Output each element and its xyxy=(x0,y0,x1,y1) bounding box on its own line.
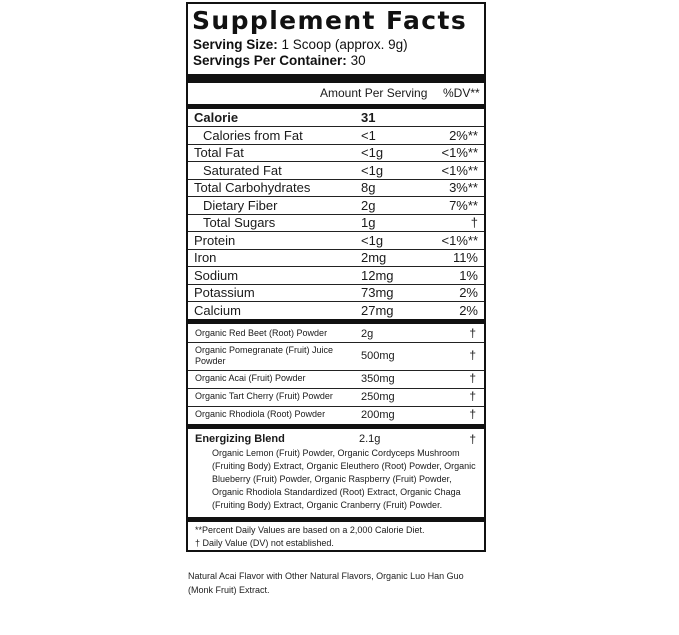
section-divider xyxy=(188,319,484,324)
nutrient-dv: 1% xyxy=(459,267,478,283)
ingredient-dv: † xyxy=(469,371,476,385)
nutrient-amount: 27mg xyxy=(361,302,394,318)
ingredient-amount: 250mg xyxy=(361,391,395,403)
nutrient-dv: <1%** xyxy=(441,145,478,160)
nutrient-amount: 31 xyxy=(361,110,376,125)
ingredient-name: Organic Tart Cherry (Fruit) Powder xyxy=(195,391,333,401)
ingredient-dv: † xyxy=(469,407,476,421)
nutrient-dv: 2% xyxy=(459,285,478,300)
nutrient-dv: 11% xyxy=(452,250,478,265)
servings-per-container-label: Servings Per Container: xyxy=(193,53,347,68)
nutrient-dv: 3%** xyxy=(449,180,478,195)
ingredient-row xyxy=(188,406,484,424)
serving-size-label: Serving Size: xyxy=(193,37,278,52)
ingredient-dv: † xyxy=(469,348,476,362)
blend-name: Energizing Blend xyxy=(195,433,285,445)
ingredient-name: Organic Red Beet (Root) Powder xyxy=(195,328,328,338)
nutrient-amount: <1g xyxy=(361,232,384,248)
ingredient-name: Organic Acai (Fruit) Powder xyxy=(195,373,306,383)
nutrient-amount: <1g xyxy=(361,162,384,178)
label-title: Supplement Facts xyxy=(192,6,468,35)
ingredient-amount: 500mg xyxy=(361,350,395,362)
nutrient-name: Total Sugars xyxy=(203,215,276,230)
ingredient-row xyxy=(188,342,484,371)
ingredient-row xyxy=(188,325,484,343)
nutrient-amount: <1 xyxy=(361,127,376,143)
nutrient-row xyxy=(188,179,484,197)
serving-size xyxy=(193,37,408,52)
ingredient-row xyxy=(188,370,484,389)
servings-per-container xyxy=(193,53,366,68)
nutrient-name: Saturated Fat xyxy=(203,162,282,178)
ingredient-dv: † xyxy=(469,389,476,403)
nutrient-amount: 12mg xyxy=(361,267,394,283)
blend-dv: † xyxy=(469,432,476,446)
nutrient-dv: 7%** xyxy=(449,197,478,213)
thick-divider xyxy=(188,74,484,83)
nutrient-name: Protein xyxy=(194,232,236,248)
nutrient-row xyxy=(188,197,484,215)
ingredient-dv: † xyxy=(469,325,476,340)
section-divider xyxy=(188,424,484,429)
nutrient-amount: 8g xyxy=(361,180,376,195)
nutrient-row xyxy=(188,267,484,285)
dv-footnote: **Percent Daily Values are based on a 2,000 Calorie Diet. xyxy=(195,525,425,535)
nutrient-name: Total Fat xyxy=(194,145,244,160)
nutrient-amount: 1g xyxy=(361,215,376,230)
ingredient-row xyxy=(188,388,484,407)
blend-ingredients: Organic Lemon (Fruit) Powder, Organic Cordyceps Mushroom (Fruiting Body) Extract, Organic Eleuthero (Root) Powder, Organic Blueberry (Fruit) Powder, Organic Raspberry (Fruit) Powder, Organic Rhodiola Standardized (Root) Extract, Organic Chaga (Fruiting Body) Extract, Organic Cranberry (Fruit) Powder. xyxy=(212,448,476,510)
section-divider xyxy=(188,517,484,522)
ingredient-name: Organic Pomegranate (Fruit) Juice Powder xyxy=(195,345,334,366)
nutrient-row xyxy=(188,109,484,127)
supplement-facts-label xyxy=(186,2,486,552)
nutrient-row xyxy=(188,144,484,162)
nutrient-name: Calcium xyxy=(194,302,241,318)
nutrient-dv: <1%** xyxy=(441,162,478,178)
ingredient-amount: 350mg xyxy=(361,373,395,385)
amount-header: Amount Per Serving xyxy=(320,86,428,100)
nutrient-dv: <1%** xyxy=(441,232,478,248)
nutrient-name: Potassium xyxy=(194,285,255,300)
serving-size-value: 1 Scoop (approx. 9g) xyxy=(281,37,408,52)
nutrient-row xyxy=(188,302,484,319)
nutrient-name: Calorie xyxy=(194,110,239,125)
nutrient-name: Sodium xyxy=(194,267,239,283)
ingredient-amount: 2g xyxy=(361,327,374,340)
nutrient-row xyxy=(188,249,484,267)
nutrient-dv: 2%** xyxy=(449,127,478,143)
nutrient-dv: † xyxy=(470,215,478,230)
other-ingredients: Natural Acai Flavor with Other Natural Flavors, Organic Luo Han Guo (Monk Fruit) Extract. xyxy=(188,571,464,595)
nutrient-name: Dietary Fiber xyxy=(203,197,278,213)
nutrient-row xyxy=(188,284,484,302)
nutrient-amount: 2g xyxy=(361,197,376,213)
not-established-footnote: † Daily Value (DV) not established. xyxy=(195,538,334,548)
nutrient-row xyxy=(188,162,484,180)
nutrient-amount: 73mg xyxy=(361,285,394,300)
nutrient-row xyxy=(188,127,484,145)
servings-per-container-value: 30 xyxy=(350,53,366,68)
blend-amount: 2.1g xyxy=(359,433,381,445)
ingredient-name: Organic Rhodiola (Root) Powder xyxy=(195,409,326,419)
nutrient-name: Iron xyxy=(194,250,217,265)
nutrient-name: Total Carbohydrates xyxy=(194,180,311,195)
nutrient-row xyxy=(188,214,484,232)
nutrient-row xyxy=(188,232,484,250)
nutrient-dv: 2% xyxy=(459,302,478,318)
nutrient-amount: 2mg xyxy=(361,250,387,265)
ingredient-amount: 200mg xyxy=(361,409,395,421)
nutrient-amount: <1g xyxy=(361,145,384,160)
dv-header: %DV** xyxy=(443,86,480,100)
nutrient-name: Calories from Fat xyxy=(203,127,303,143)
